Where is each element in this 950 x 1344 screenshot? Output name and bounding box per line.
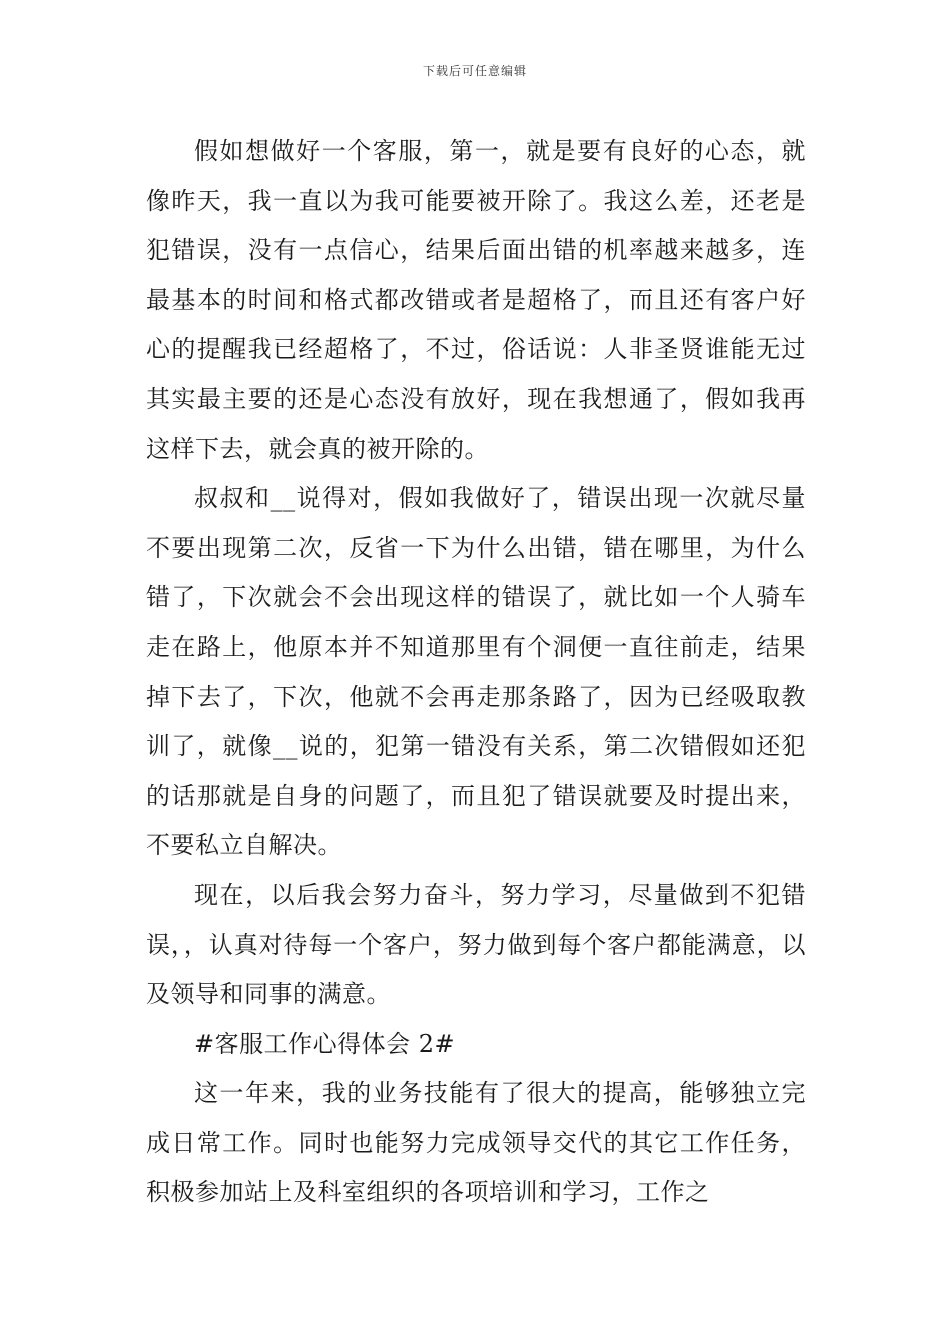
paragraph: 假如想做好一个客服，第一，就是要有良好的心态，就像昨天，我一直以为我可能要被开除了。我这么差，还老是犯错误，没有一点信心，结果后面出错的机率越来越多，连最基本的时间和格式都改错或者是超格了，而且还有客户好心的提醒我已经超格了，不过，俗话说：人非圣贤谁能无过其实最主要的还是心态没有放好，现在我想通了，假如我再这样下去，就会真的被开除的。 [146, 137, 806, 463]
paragraph: 现在，以后我会努力奋斗，努力学习，尽量做到不犯错误，，认真对待每一个客户，努力做到每个客户都能满意，以及领导和同事的满意。 [146, 880, 806, 1009]
page-header: 下载后可任意编辑 [422, 64, 527, 78]
paragraph: 叔叔和__说得对，假如我做好了，错误出现一次就尽量不要出现第二次，反省一下为什么出错，错在哪里，为什么错了，下次就会不会出现这样的错误了，就比如一个人骑车走在路上，他原本并不知道那里有个洞便一直往前走，结果掉下去了，下次，他就不会再走那条路了，因为已经吸取教训了，就像__说的，犯第一错没有关系，第二次错假如还犯的话那就是自身的问题了，而且犯了错误就要及时提出来，不要私立自解决。 [146, 484, 806, 860]
document-body [146, 127, 806, 1218]
paragraph: 这一年来，我的业务技能有了很大的提高，能够独立完成日常工作。同时也能努力完成领导交代的其它工作任务，积极参加站上及科室组织的各项培训和学习，工作之 [146, 1079, 806, 1207]
section-heading: #客服工作心得体会 2# [194, 1029, 456, 1058]
